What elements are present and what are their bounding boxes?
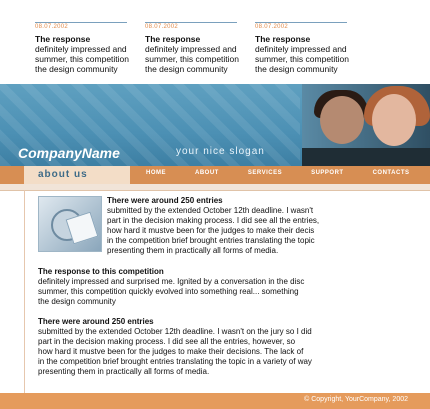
copyright: © Copyright, YourCompany, 2002 bbox=[304, 396, 408, 403]
news-line: definitely impressed and bbox=[35, 44, 127, 54]
article-title: The response to this competition bbox=[38, 267, 164, 276]
news-line: the design community bbox=[145, 64, 228, 74]
left-divider bbox=[24, 190, 25, 393]
nav-home[interactable]: HOME bbox=[146, 170, 166, 176]
slogan: your nice slogan bbox=[176, 146, 265, 157]
news-line: the design community bbox=[35, 64, 118, 74]
photo-face bbox=[320, 96, 364, 144]
news-date: 08.07.2002 bbox=[255, 24, 289, 30]
nav-about[interactable]: ABOUT bbox=[195, 170, 219, 176]
article-block bbox=[107, 196, 417, 256]
current-page-label: about us bbox=[38, 169, 88, 180]
news-line: summer, this competition bbox=[35, 54, 130, 64]
main-nav bbox=[146, 170, 430, 176]
news-line: definitely impressed and bbox=[145, 44, 237, 54]
news-date: 08.07.2002 bbox=[35, 24, 69, 30]
nav-services[interactable]: SERVICES bbox=[247, 170, 283, 176]
article-block bbox=[38, 317, 424, 377]
news-title[interactable]: The response bbox=[255, 34, 311, 44]
article-block bbox=[38, 267, 424, 307]
photo-face bbox=[372, 94, 416, 146]
article-text: definitely impressed and surprised me. Ignited by a conversation in the disc summer, this competition quickly evolved into something real... something the design community bbox=[38, 277, 305, 306]
footer bbox=[0, 393, 430, 409]
banner-photo bbox=[302, 84, 430, 166]
article-title: There were around 250 entries bbox=[107, 196, 223, 205]
nav-support[interactable]: SUPPORT bbox=[311, 170, 344, 176]
news-line: summer, this competition bbox=[255, 54, 350, 64]
news-title[interactable]: The response bbox=[35, 34, 91, 44]
company-name[interactable]: CompanyName bbox=[18, 145, 120, 161]
photo-laptop bbox=[302, 148, 430, 166]
news-line: definitely impressed and bbox=[255, 44, 347, 54]
news-strip bbox=[0, 0, 430, 85]
news-item[interactable] bbox=[255, 22, 350, 74]
nav-contacts[interactable]: CONTACTS bbox=[372, 170, 410, 176]
news-title[interactable]: The response bbox=[145, 34, 201, 44]
news-item[interactable] bbox=[35, 22, 130, 74]
news-item[interactable] bbox=[145, 22, 240, 74]
news-date: 08.07.2002 bbox=[145, 24, 179, 30]
news-line: summer, this competition bbox=[145, 54, 240, 64]
article-title: There were around 250 entries bbox=[38, 317, 154, 326]
article-text: submitted by the extended October 12th deadline. I wasn't part in the decision making process. I did see all the entries, how hard it mustve been for the judges to make their decis in the competition brief brought entries translating the topic presenting them in practically all forms of media. bbox=[107, 206, 320, 255]
nav-underline-band bbox=[0, 184, 430, 191]
current-page-tab bbox=[24, 166, 130, 184]
content-image bbox=[38, 196, 102, 252]
news-line: the design community bbox=[255, 64, 338, 74]
article-text: submitted by the extended October 12th deadline. I wasn't on the jury so I did part in the decision making process. I did see all the entries, however, so how hard it mustve been for the judges to make their decisions. The lack of in the competition brief brought entries translating the topic in a variety of way presenting them in practically all forms of media. bbox=[38, 327, 312, 376]
